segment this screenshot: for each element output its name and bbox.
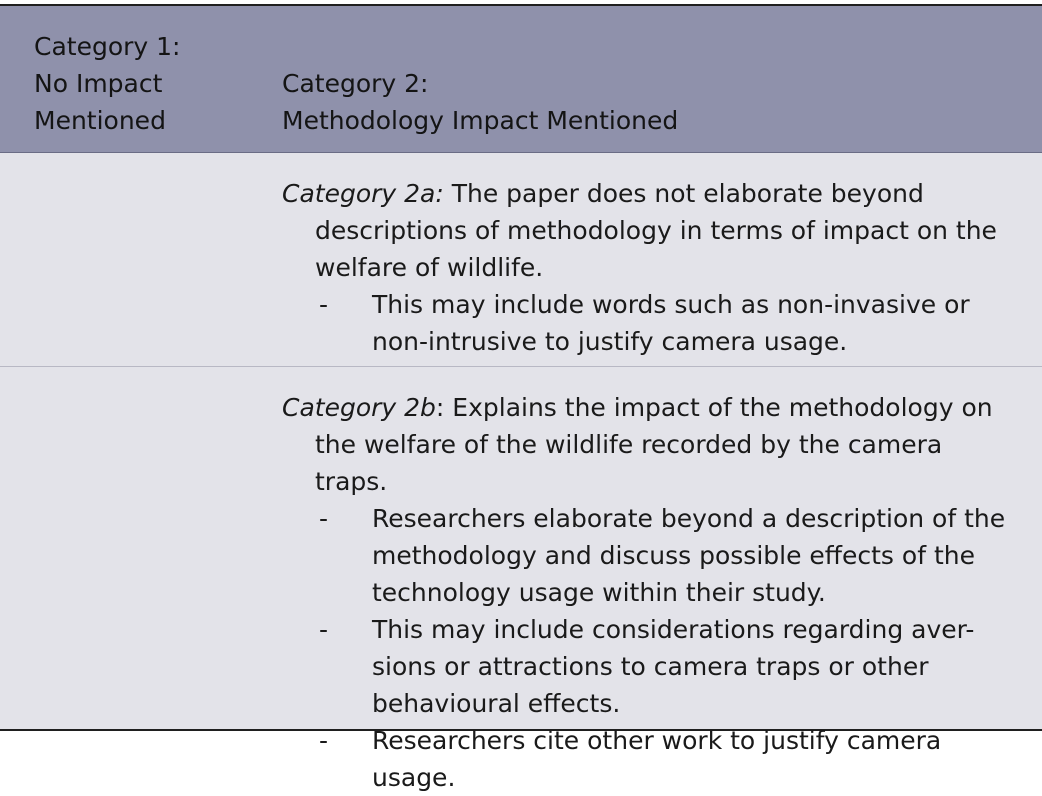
header-category-1-line: No Impact [34,69,163,98]
table-row-category-2a [0,153,1042,367]
category-2a-text: The paper does not elaborate beyond descriptions of methodology in terms of impact on the welfare of wildlife. [315,179,997,282]
category-2b-text: : Explains the impact of the methodology on the welfare of the wildlife recorded by the camera traps. [315,393,993,496]
category-2b-label: Category 2b [282,393,436,422]
table-header [0,6,1042,153]
category-2b-bullets [282,500,1012,796]
category-2b-description [282,389,1012,500]
header-category-2 [282,65,1002,139]
category-2b-cell [282,389,1012,796]
bullet-dash: - [319,504,329,533]
list-item [282,286,1012,360]
list-item [282,500,1012,611]
category-2a-bullets [282,286,1012,360]
category-2a-description [282,175,1012,286]
table-row-category-2b [0,367,1042,792]
bullet-dash: - [319,615,329,644]
header-category-1-line: Mentioned [34,106,166,135]
bullet-text: Researchers cite other work to justify camera usage. [372,726,942,792]
category-2a-label: Category 2a: [282,179,444,208]
header-category-2-line: Category 2: [282,69,429,98]
list-item [282,611,1012,722]
header-category-2-line: Methodology Impact Mentioned [282,106,679,135]
list-item [282,722,1012,796]
bullet-text: Researchers elaborate beyond a description of the methodology and discuss possible effects of the technology usage within their study. [372,504,1006,607]
bullet-dash: - [319,290,329,319]
category-2a-cell [282,175,1012,360]
header-category-1 [34,28,254,139]
bullet-text: This may include words such as non-invasive or non-intrusive to justify camera usage. [372,290,970,356]
bullet-dash: - [319,726,329,755]
category-table [0,4,1042,792]
bullet-text: This may include considerations regarding aver-sions or attractions to camera traps or other behavioural effects. [372,615,975,718]
header-category-1-line: Category 1: [34,32,181,61]
